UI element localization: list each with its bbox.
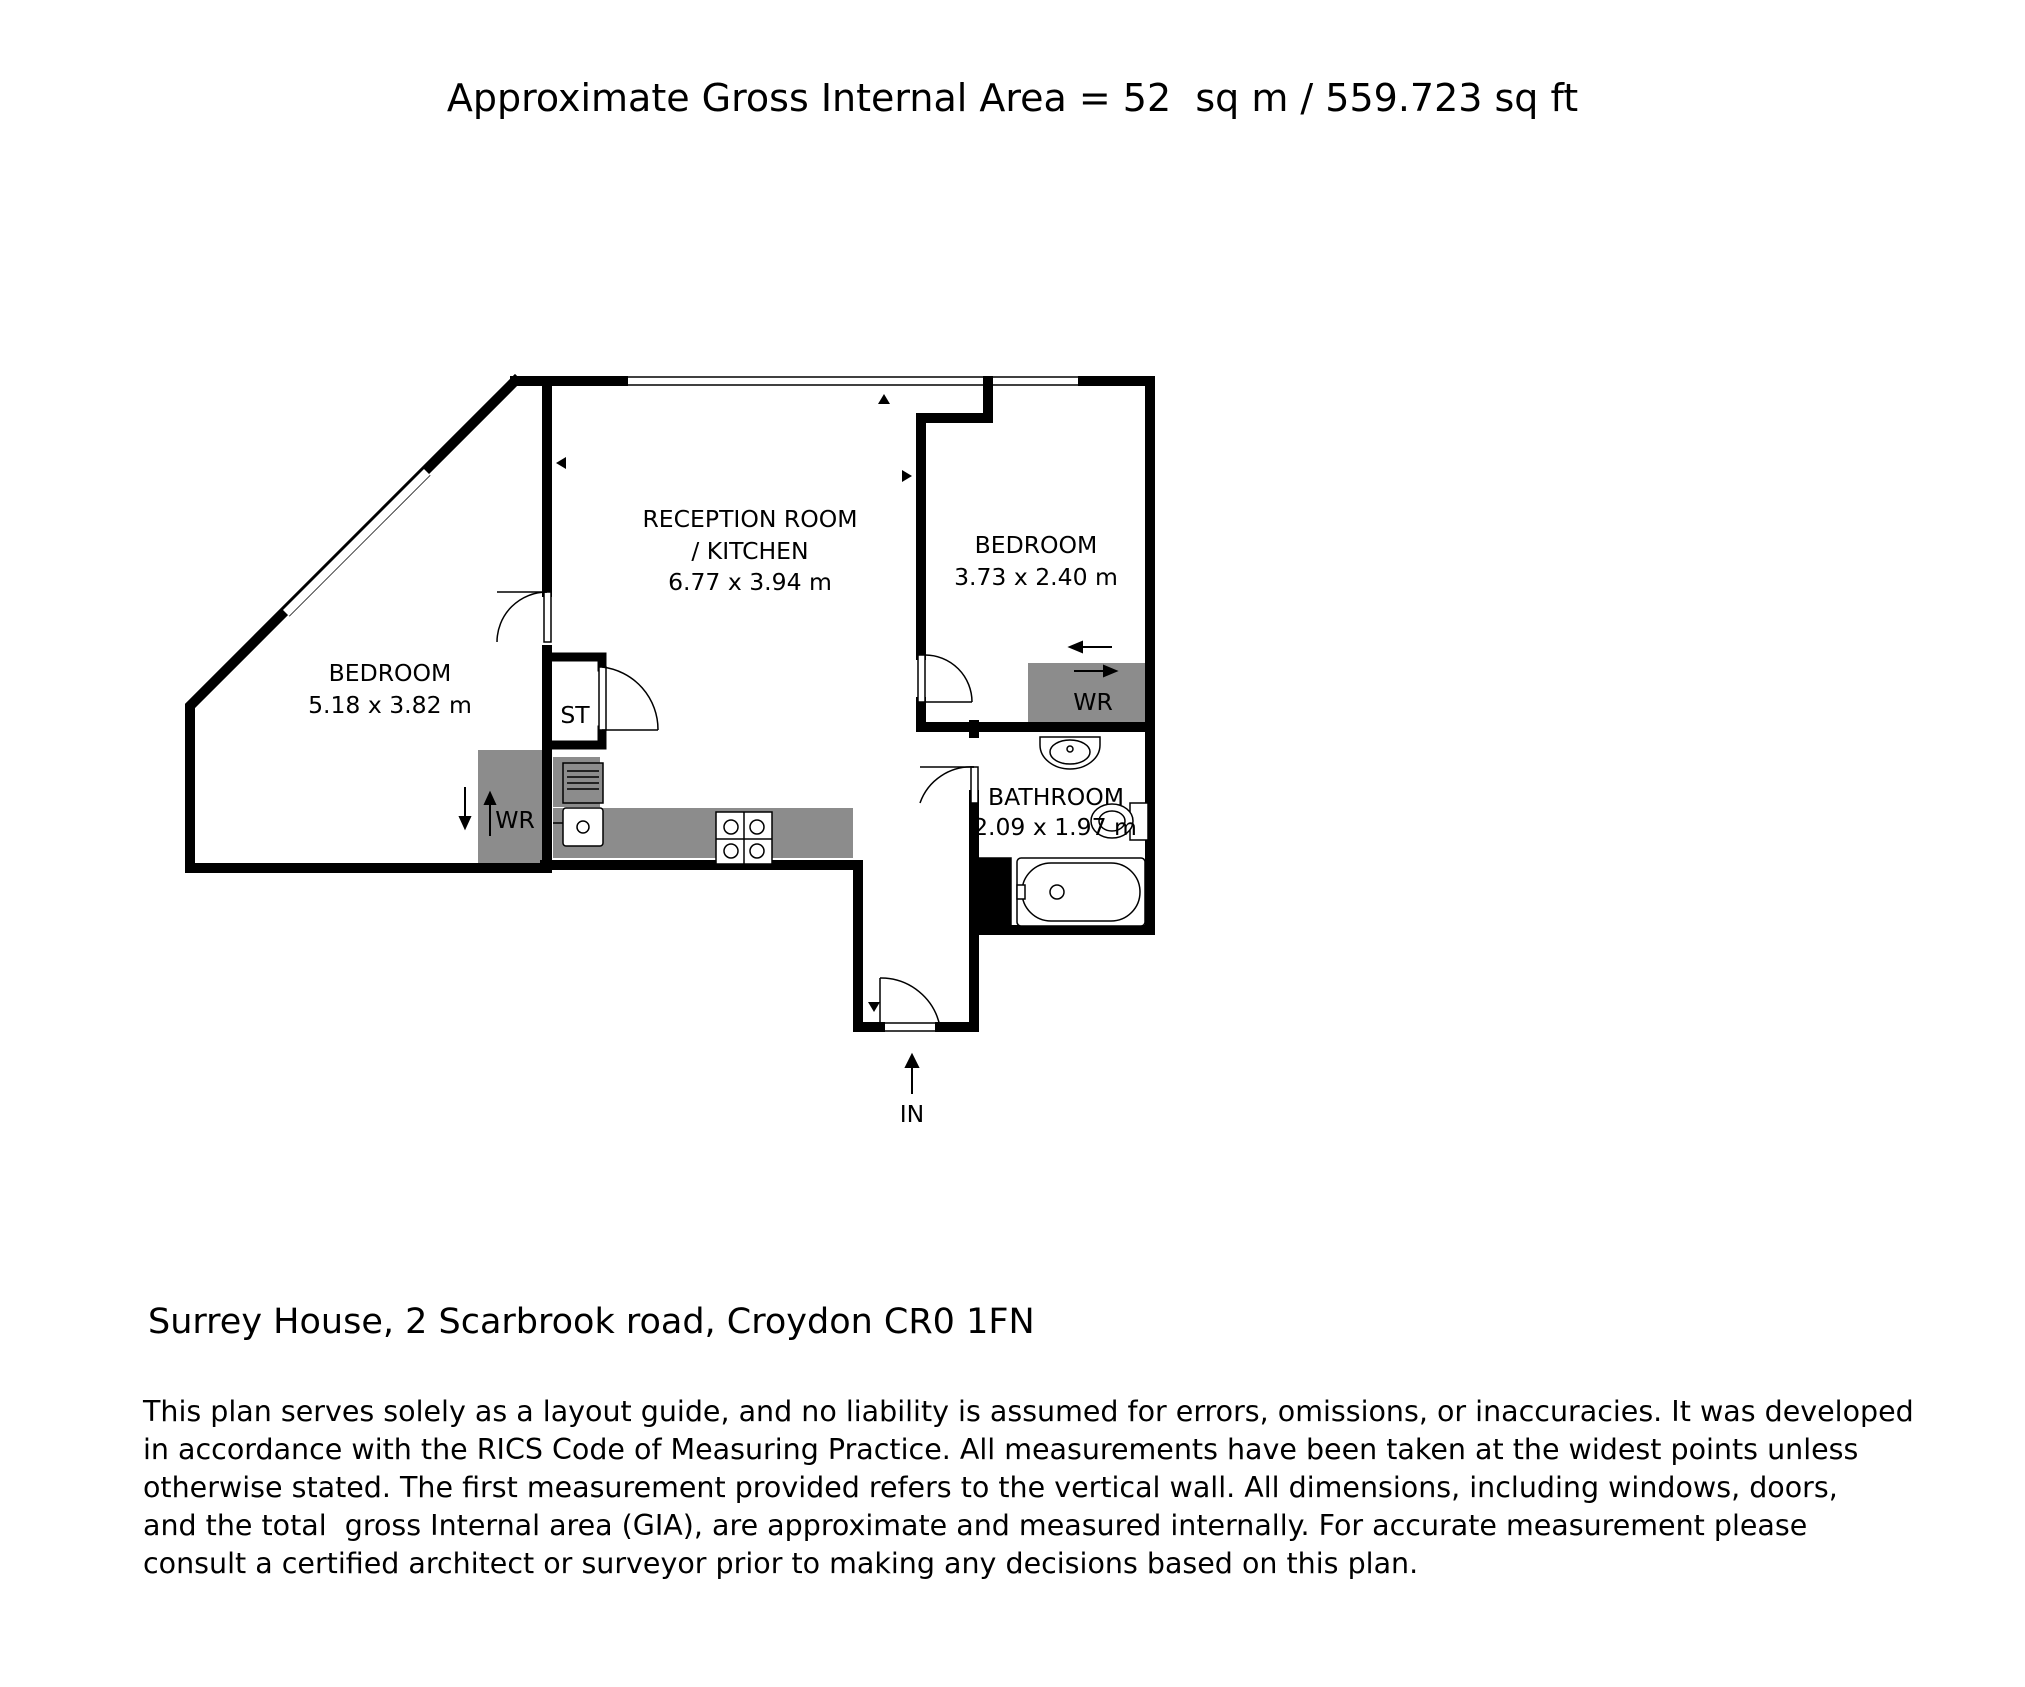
wardrobe-right-label: WR — [1073, 688, 1113, 716]
bathroom-name: BATHROOM — [988, 783, 1124, 811]
door-entrance — [880, 978, 940, 1027]
reception-name-2: / KITCHEN — [691, 537, 809, 565]
reception-name-1: RECEPTION ROOM — [642, 505, 858, 533]
disclaimer — [143, 1393, 1914, 1583]
gross-internal-area-title: Approximate Gross Internal Area = 52 sq m / 559.723 sq ft — [446, 76, 1579, 120]
door-left-bedroom — [497, 592, 551, 642]
bath-plug — [1050, 885, 1064, 899]
store-walls-2 — [547, 730, 602, 745]
hob — [716, 812, 772, 864]
bedroom-left-name: BEDROOM — [328, 659, 452, 687]
property-address: Surrey House, 2 Scarbrook road, Croydon CR0 1FN — [148, 1302, 1035, 1342]
door-bedroom-right — [918, 655, 972, 702]
bathroom-dims: 2.09 x 1.97 m — [973, 813, 1137, 841]
door-store — [599, 667, 658, 730]
disclaimer-line: consult a certified architect or surveyor prior to making any decisions based on this plan. — [143, 1547, 1419, 1580]
bedroom-left-dims: 5.18 x 3.82 m — [308, 691, 472, 719]
bedroom-right-dims: 3.73 x 2.40 m — [954, 563, 1118, 591]
store-walls — [547, 657, 602, 667]
bath-taps — [1017, 885, 1025, 899]
entrance-arrow — [906, 1055, 918, 1094]
disclaimer-line: This plan serves solely as a layout guide, and no liability is assumed for errors, omissions, or inaccuracies. It was developed — [143, 1395, 1914, 1428]
bedroom-right-name: BEDROOM — [974, 531, 1098, 559]
bedroom-right-walls — [921, 381, 988, 655]
disclaimer-line: and the total gross Internal area (GIA), are approximate and measured internally. For accurate measurement please — [143, 1509, 1808, 1542]
window-diag-fill — [283, 469, 430, 616]
wardrobe-left-label: WR — [495, 806, 535, 834]
store-label: ST — [560, 701, 590, 729]
bath-surround — [979, 858, 1011, 926]
disclaimer-line: otherwise stated. The first measurement provided refers to the vertical wall. All dimensions, including windows, doors, — [143, 1471, 1838, 1504]
bathtub-inner — [1022, 863, 1140, 921]
wash-basin — [1040, 737, 1100, 769]
entrance-label: IN — [899, 1100, 925, 1128]
reception-dims: 6.77 x 3.94 m — [668, 568, 832, 596]
disclaimer-line: in accordance with the RICS Code of Measuring Practice. All measurements have been taken at the widest points unless — [143, 1433, 1859, 1466]
